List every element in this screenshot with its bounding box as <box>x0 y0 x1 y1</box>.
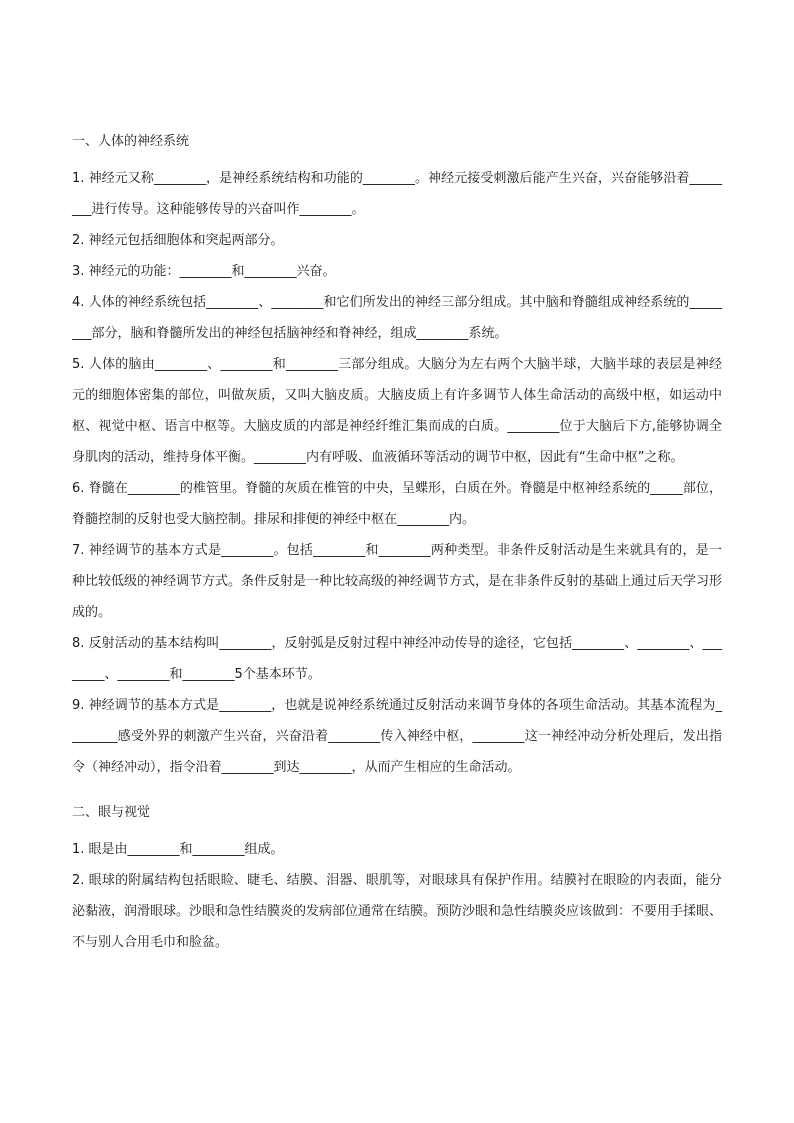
question-7: 7. 神经调节的基本方式是________。包括________和________两种类型。非条件反射活动是生来就具有的，是一种比较低级的神经调节方式。条件反射是一种比较高级的神经调节方式，是在非条件反射的基础上通过后天学习形成的。 <box>72 543 723 620</box>
question-1: 1. 神经元又称________，是神经系统结构和功能的________。神经元接受刺激后能产生兴奋，兴奋能够沿着________进行传导。这种能够传导的兴奋叫作________。 <box>72 171 722 217</box>
section-heading: 二、眼与视觉 <box>72 805 151 820</box>
question-8: 8. 反射活动的基本结构叫________，反射弧是反射过程中神经冲动传导的途径，它包括________、________、________、________和________5个基本环节。 <box>72 636 722 682</box>
question-1: 1. 眼是由________和________组成。 <box>72 842 284 857</box>
question-9: 9. 神经调节的基本方式是________，也就是说神经系统通过反射活动来调节身体的各项生命活动。其基本流程为________感受外界的刺激产生兴奋，兴奋沿着________传入神经中枢，________这一神经冲动分析处理后，发出指令（神经冲动），指令沿着________到达________，从而产生相应的生命活动。 <box>72 698 722 775</box>
section-eye-vision <box>72 803 722 958</box>
section-nervous-system <box>72 132 722 783</box>
question-6: 6. 脊髓在________的椎管里。脊髓的灰质在椎管的中央，呈蝶形，白质在外。脊髓是中枢神经系统的_____部位，脊髓控制的反射也受大脑控制。排尿和排便的神经中枢在________内。 <box>72 481 722 527</box>
document-page <box>72 132 722 958</box>
question-5: 5. 人体的脑由________、________和________三部分组成。大脑分为左右两个大脑半球，大脑半球的表层是神经元的细胞体密集的部位，叫做灰质，又叫大脑皮质。大脑皮质上有许多调节人体生命活动的高级中枢，如运动中枢、视觉中枢、语言中枢等。大脑皮质的内部是神经纤维汇集而成的白质。________位于大脑后下方,能够协调全身肌肉的活动，维持身体平衡。________内有呼吸、血液循环等活动的调节中枢，因此有“生命中枢”之称。 <box>72 357 722 465</box>
question-2: 2. 神经元包括细胞体和突起两部分。 <box>72 233 284 248</box>
question-2: 2. 眼球的附属结构包括眼睑、睫毛、结膜、泪器、眼肌等，对眼球具有保护作用。结膜衬在眼睑的内表面，能分泌黏液，润滑眼球。沙眼和急性结膜炎的发病部位通常在结膜。预防沙眼和急性结膜炎应该做到：不要用手揉眼、不与别人合用毛巾和脸盆。 <box>72 873 723 950</box>
question-4: 4. 人体的神经系统包括________、________和它们所发出的神经三部分组成。其中脑和脊髓组成神经系统的________部分，脑和脊髓所发出的神经包括脑神经和脊神经，组成________系统。 <box>72 295 722 341</box>
section-heading: 一、人体的神经系统 <box>72 134 190 149</box>
section-spacer <box>72 783 722 803</box>
question-3: 3. 神经元的功能：________和________兴奋。 <box>72 264 336 279</box>
